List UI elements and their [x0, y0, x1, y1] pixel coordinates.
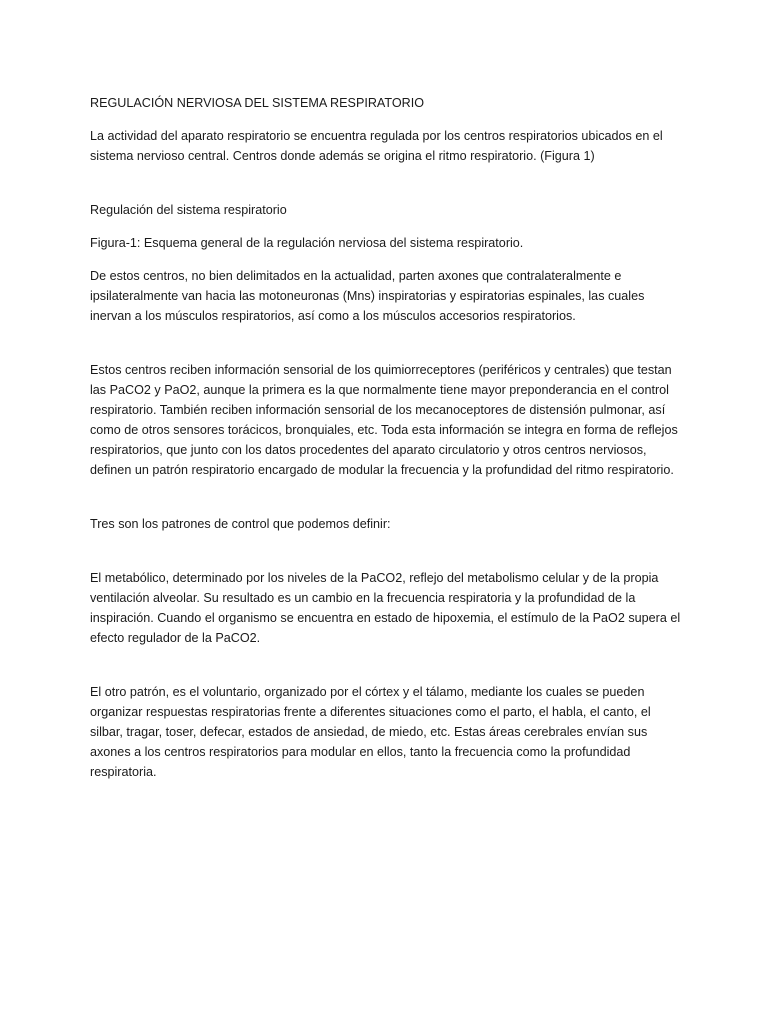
- document-page: [90, 93, 686, 782]
- sensorial-paragraph: Estos centros reciben información sensorial de los quimiorreceptores (periféricos y centrales) que testan las PaCO2 y PaO2, aunque la primera es la que normalmente tiene mayor preponderancia en el control respiratorio. También reciben información sensorial de los mecanoceptores de distensión pulmonar, así como de otros sensores torácicos, bronquiales, etc. Toda esta información se integra en forma de reflejos respiratorios, que junto con los datos procedentes del aparato circulatorio y otros centros nerviosos, definen un patrón respiratorio encargado de modular la frecuencia y la profundidad del ritmo respiratorio.: [90, 363, 678, 477]
- section-subheading: Regulación del sistema respiratorio: [90, 203, 287, 217]
- voluntario-paragraph: El otro patrón, es el voluntario, organizado por el córtex y el tálamo, mediante los cuales se pueden organizar respuestas respiratorias frente a diferentes situaciones como el parto, el habla, el canto, el silbar, tragar, toser, defecar, estados de ansiedad, de miedo, etc. Estas áreas cerebrales envían sus axones a los centros respiratorios para modular en ellos, tanto la frecuencia como la profundidad respiratoria.: [90, 685, 651, 779]
- intro-paragraph: La actividad del aparato respiratorio se encuentra regulada por los centros respiratorios ubicados en el sistema nervioso central. Centros donde además se origina el ritmo respiratorio. (Figura 1): [90, 129, 663, 163]
- patrones-paragraph: Tres son los patrones de control que podemos definir:: [90, 517, 391, 531]
- centros-paragraph: De estos centros, no bien delimitados en la actualidad, parten axones que contralateralmente e ipsilateralmente van hacia las motoneuronas (Mns) inspiratorias y espiratorias espinales, las cuales inervan a los músculos respiratorios, así como a los músculos accesorios respiratorios.: [90, 269, 645, 323]
- document-title: REGULACIÓN NERVIOSA DEL SISTEMA RESPIRATORIO: [90, 96, 425, 110]
- metabolico-paragraph: El metabólico, determinado por los niveles de la PaCO2, reflejo del metabolismo celular y de la propia ventilación alveolar. Su resultado es un cambio en la frecuencia respiratoria y la profundidad de la inspiración. Cuando el organismo se encuentra en estado de hipoxemia, el estímulo de la PaO2 supera el efecto regulador de la PaCO2.: [90, 571, 681, 645]
- figure-caption: Figura-1: Esquema general de la regulación nerviosa del sistema respiratorio.: [90, 236, 524, 250]
